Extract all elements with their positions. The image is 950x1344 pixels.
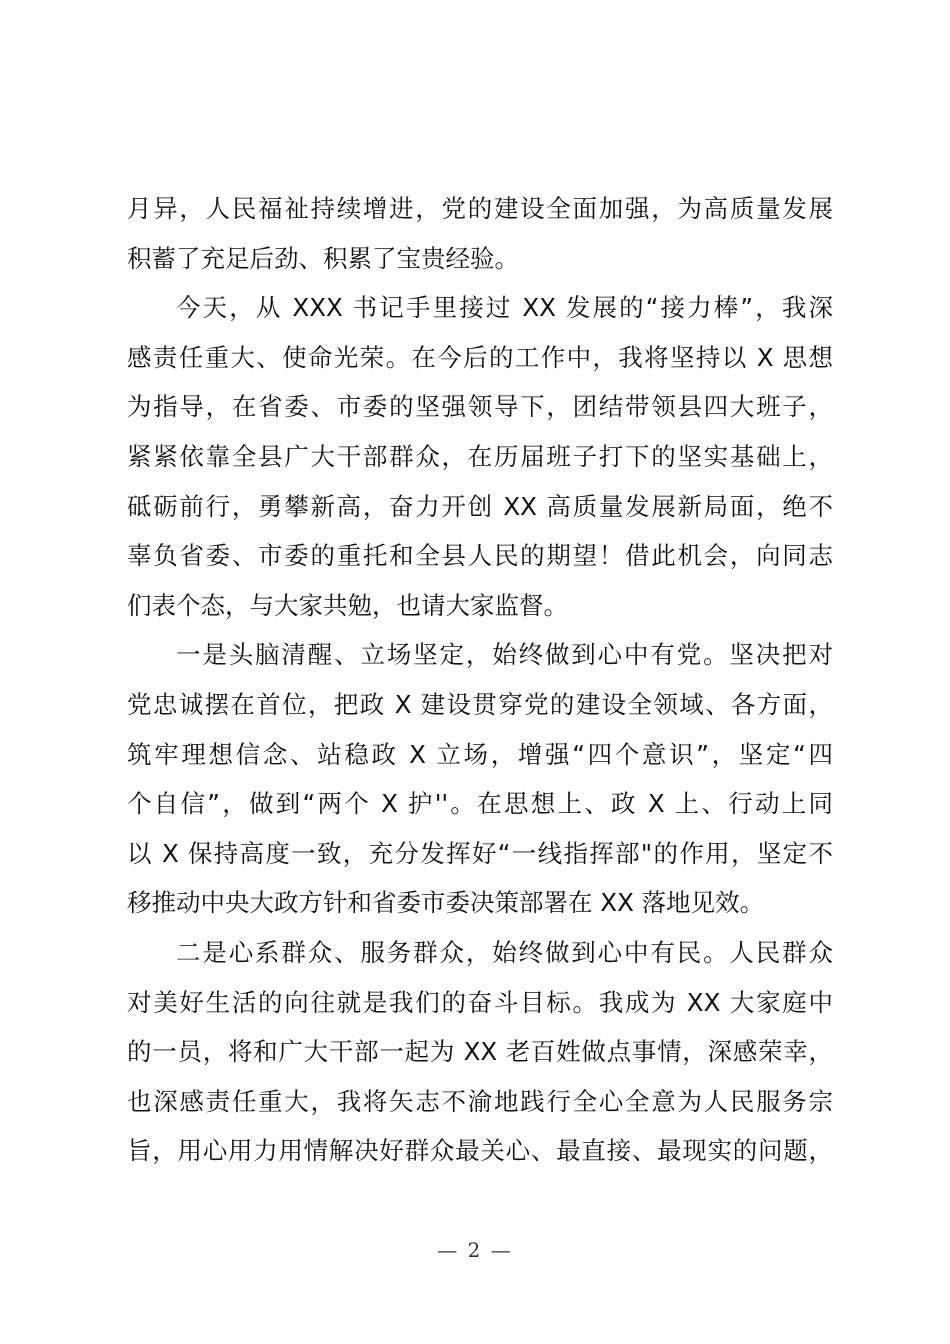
text-line: 党忠诚摆在首位，把政 X 建设贯穿党的建设全领域、各方面， (127, 689, 833, 719)
text-line: 们表个态，与大家共勉，也请大家监督。 (127, 590, 568, 620)
text-line: 个自信”，做到“两个 X 护''。在思想上、政 X 上、行动上同 (127, 789, 833, 819)
text-line: 积蓄了充足后劲、积累了宝贵经验。 (127, 243, 519, 273)
text-line: 的一员，将和广大干部一起为 XX 老百姓做点事情，深感荣幸， (127, 1037, 833, 1067)
text-line: 以 X 保持高度一致，充分发挥好“一线指挥部"的作用，坚定不 (127, 838, 833, 868)
text-line: 今天，从 XXX 书记手里接过 XX 发展的“接力棒”，我深 (176, 293, 833, 323)
text-line: 筑牢理想信念、站稳政 X 立场，增强“四个意识”，坚定“四 (127, 739, 833, 769)
body-text (127, 184, 833, 1176)
text-line: 移推动中央大政方针和省委市委决策部署在 XX 落地见效。 (127, 888, 765, 918)
text-line: 感责任重大、使命光荣。在今后的工作中，我将坚持以 X 思想 (127, 342, 833, 372)
text-line: 为指导，在省委、市委的坚强领导下，团结带领县四大班子， (127, 392, 833, 422)
text-line: 一是头脑清醒、立场坚定，始终做到心中有党。坚决把对 (176, 640, 833, 670)
text-line: 辜负省委、市委的重托和全县人民的期望！借此机会，向同志 (127, 541, 833, 571)
page-number: — 2 — (437, 1238, 513, 1262)
text-line: 紧紧依靠全县广大干部群众，在历届班子打下的坚实基础上， (127, 441, 833, 471)
text-line: 也深感责任重大，我将矢志不渝地践行全心全意为人民服务宗 (127, 1086, 833, 1116)
text-line: 旨，用心用力用情解决好群众最关心、最直接、最现实的问题， (127, 1136, 833, 1166)
text-line: 对美好生活的向往就是我们的奋斗目标。我成为 XX 大家庭中 (127, 987, 833, 1017)
text-line: 砥砺前行，勇攀新高，奋力开创 XX 高质量发展新局面，绝不 (127, 491, 833, 521)
text-line: 月异，人民福祉持续增进，党的建设全面加强，为高质量发展 (127, 194, 833, 223)
text-line: 二是心系群众、服务群众，始终做到心中有民。人民群众 (176, 937, 833, 967)
